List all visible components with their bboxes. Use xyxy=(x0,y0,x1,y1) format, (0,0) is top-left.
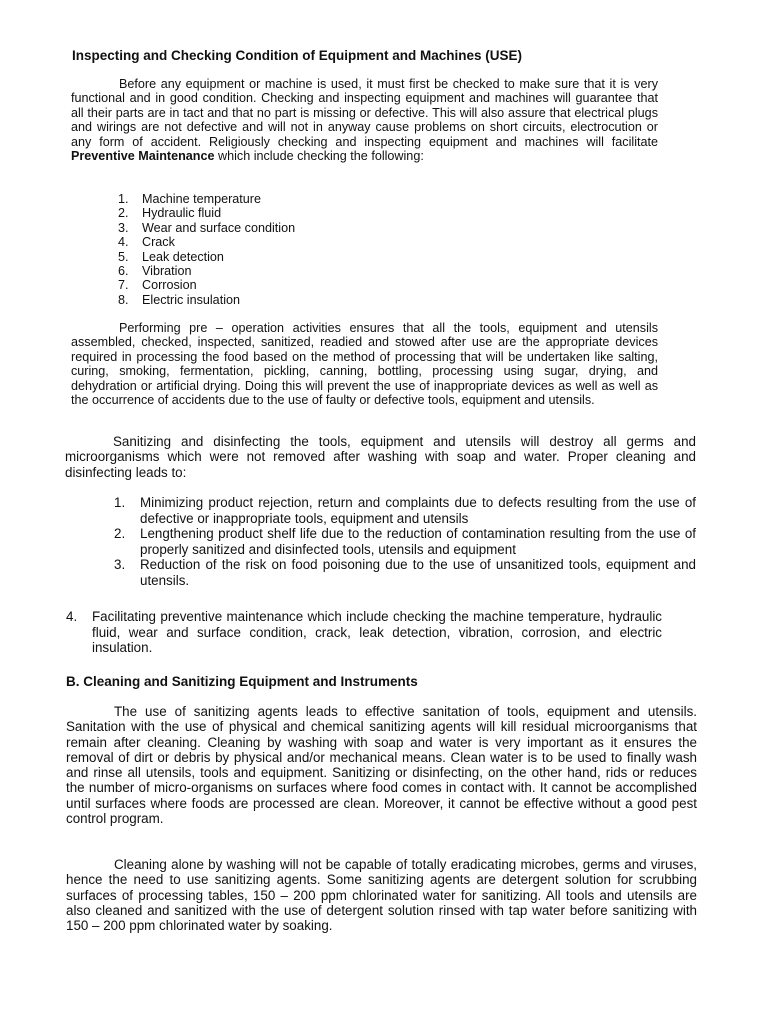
sanitizing-paragraph: Sanitizing and disinfecting the tools, equipment and utensils will destroy all germs and microorganisms which were not removed after washing with soap and water. Proper cleaning and disinfecting leads to: xyxy=(65,434,696,480)
intro-paragraph xyxy=(71,77,658,163)
section-a-heading: Inspecting and Checking Condition of Equipment and Machines (USE) xyxy=(72,48,523,63)
intro-text-end: which include checking the following: xyxy=(218,149,424,164)
list-item: 5. Leak detection xyxy=(118,249,224,264)
list-item: 7. Corrosion xyxy=(118,278,197,293)
list-item: 2. Hydraulic fluid xyxy=(118,206,222,221)
list-item: 3. Wear and surface condition xyxy=(118,220,296,235)
list-item: 8. Electric insulation xyxy=(118,292,240,307)
preventive-maintenance-term: Preventive Maintenance xyxy=(71,149,215,164)
list-item: 1. Machine temperature xyxy=(118,192,262,206)
list-item: 4. Facilitating preventive maintenance which include checking the machine temperature, hydraulic fluid, wear and surface condition, crack, leak detection, vibration, corrosion, and electric insulation. xyxy=(66,609,662,656)
list-item: 4. Crack xyxy=(118,235,175,250)
list-item: 1. Minimizing product rejection, return and complaints due to defects resulting from the use of defective or inappropriate tools, equipment and utensils xyxy=(114,495,696,526)
list-item: 6. Vibration xyxy=(118,264,192,279)
benefits-list xyxy=(114,495,696,589)
section-b-heading: B. Cleaning and Sanitizing Equipment and Instruments xyxy=(66,674,418,689)
section-b-paragraph-1: The use of sanitizing agents leads to effective sanitation of tools, equipment and utensils. Sanitation with the use of physical and chemical sanitizing agents will kill residual microorganisms that remain after cleaning. Cleaning by washing with soap and water is very important as it ensures the removal of dirt or debris by physical and/or mechanical means. Clean water is to be used to finally wash and rinse all utensils, tools and equipment. Sanitizing or disinfecting, on the other hand, rids or reduces the number of micro-organisms on surfaces where food comes in contact with. It cannot be accomplished until surfaces where foods are processed are clean. Moreover, it cannot be effective without a good pest control program. xyxy=(66,704,697,827)
benefit-4-list xyxy=(66,609,662,656)
intro-text: Before any equipment or machine is used, it must first be checked to make sure that it is very functional and in good condition. Checking and inspecting equipment and machines will guarantee that all their parts are in tact and that no part is missing or defective. This will also assure that electrical plugs and wirings are not defective and will not in anyway cause problems on short circuits, electrocution or any form of accident. Religiously checking and inspecting equipment and machines will facilitate xyxy=(71,77,658,149)
list-item: 2. Lengthening product shelf life due to the reduction of contamination resulting from the use of properly sanitized and disinfected tools, utensils and equipment xyxy=(114,526,696,557)
preoperation-paragraph: Performing pre – operation activities ensures that all the tools, equipment and utensils assembled, checked, inspected, sanitized, readied and stowed after use are the appropriate devices required in processing the food based on the method of processing that will be undertaken like salting, curing, smoking, fermentation, pickling, canning, bottling, processing using sugar, drying, and dehydration or artificial drying. Doing this will prevent the use of inappropriate devices as well as well as the occurrence of accidents due to the use of faulty or defective tools, equipment and utensils. xyxy=(71,321,658,408)
section-b-paragraph-2: Cleaning alone by washing will not be capable of totally eradicating microbes, germs and viruses, hence the need to use sanitizing agents. Some sanitizing agents are detergent solution for scrubbing surfaces of processing tables, 150 – 200 ppm chlorinated water for sanitizing. All tools and utensils are also cleaned and sanitized with the use of detergent solution rinsed with tap water before sanitizing with 150 – 200 ppm chlorinated water by soaking. xyxy=(66,857,697,934)
checklist xyxy=(118,192,418,307)
list-item: 3. Reduction of the risk on food poisoning due to the use of unsanitized tools, equipment and utensils. xyxy=(114,557,696,588)
